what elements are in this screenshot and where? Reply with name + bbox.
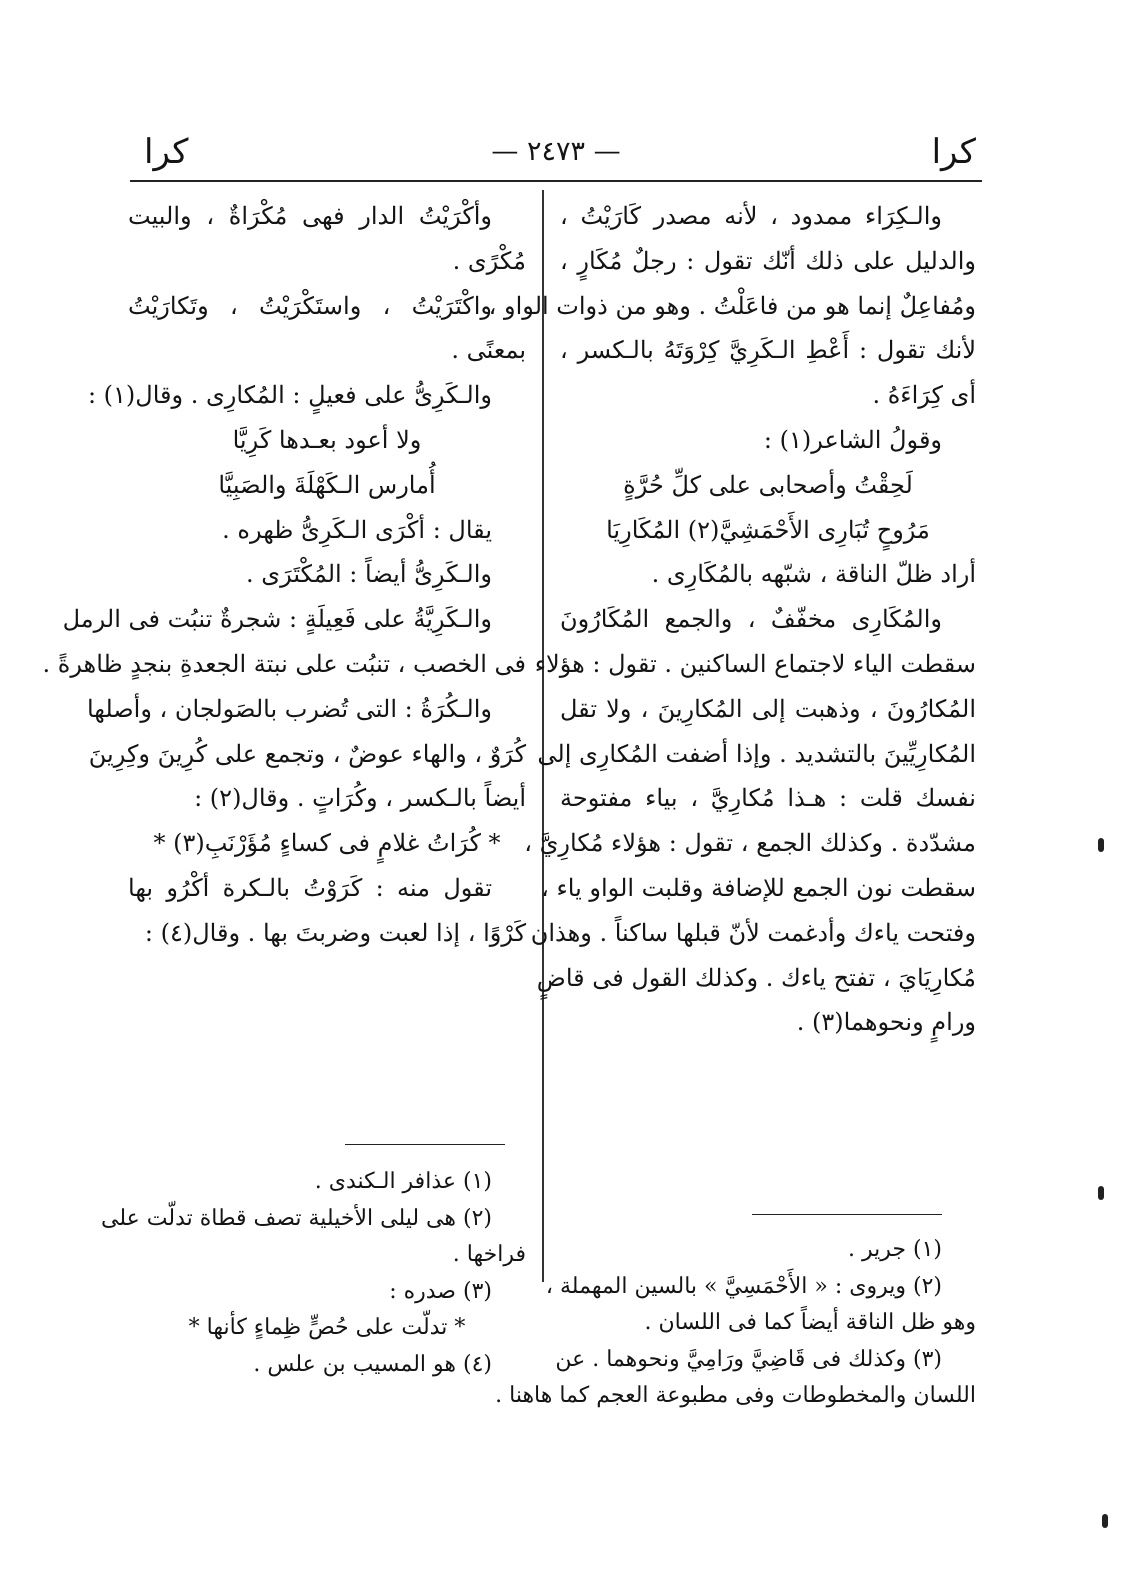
text-line: (٣) صدره :: [389, 1278, 492, 1304]
right-footnotes: [495, 1232, 976, 1415]
scan-mark: [1098, 1186, 1104, 1200]
text-line: * كُرَاتُ غلامٍ فى كساءٍ مُؤَرْنَبِ(٣) *: [153, 829, 501, 858]
text-line: (١) عذافر الـكندى .: [314, 1169, 492, 1194]
footnote-rule-right: [752, 1214, 942, 1215]
text-line: وقولُ الشاعر(١) :: [763, 425, 942, 454]
text-line: والـكَرِىُّ على فعيلٍ : المُكارِى . وقال(١) :: [87, 381, 492, 410]
text-line: مُكارِيَايَ ، تفتح ياءك . وكذلك القول فى قاضٍ: [536, 963, 976, 992]
text-line: (٤) هو المسيب بن علس .: [253, 1351, 492, 1377]
text-line: والـكُرَةُ : التى تُضرب بالصَولجان ، وأصلها: [86, 694, 492, 723]
scan-mark: [1102, 1514, 1108, 1528]
text-line: المُكارُونَ ، وذهبت إلى المُكارِينَ ، ولا تقل: [560, 694, 976, 723]
text-line: مَرُوحٍ تُبَارِى الأَحْمَشِيَّ(٢) المُكَارِيَا: [606, 515, 930, 544]
page-number: — ٢٤٧٣ —: [491, 136, 621, 167]
text-line: (٢) هى ليلى الأخيلية تصف قطاة تدلّت على: [101, 1205, 492, 1231]
text-line: نفسك قلت : هـذا مُكارِيَّ ، بياء مفتوحة: [560, 784, 976, 813]
text-line: اللسان والمخطوطات وفى مطبوعة العجم كما هاهنا .: [495, 1383, 976, 1409]
text-line: وأكْرَيْتُ الدار فهى مُكْرَاةٌ ، والبيت: [128, 202, 492, 230]
text-line: مشدّدة . وكذلك الجمع ، تقول : هؤلاء مُكارِيَّ ،: [524, 829, 976, 858]
text-line: ومُفاعِلٌ إنما هو من فاعَلْتُ . وهو من ذوات الواو ،: [488, 291, 976, 320]
text-line: (١) جرير .: [848, 1237, 942, 1262]
text-line: لأنك تقول : أَعْطِ الـكَرِيَّ كِرْوَتَهُ بالـكسر ،: [560, 336, 976, 365]
text-line: أُمارس الـكَهْلَةَ والصَبِيَّا: [218, 470, 436, 499]
text-line: يقال : أكْرَى الـكَرِىُّ ظهره .: [222, 515, 492, 544]
page-header: [130, 128, 982, 178]
running-head-left: كرا: [144, 132, 189, 172]
text-line: والمُكَارِى مخفّفٌ ، والجمع المُكَارُونَ: [560, 605, 942, 634]
text-line: أراد ظلّ الناقة ، شبّهه بالمُكَارِى .: [651, 560, 976, 589]
text-line: والـكِرَاء ممدود ، لأنه مصدر كَارَيْتُ ،: [560, 202, 942, 230]
footnote-rule-left: [345, 1144, 505, 1145]
text-line: لَحِقْتُ وأصحابى على كلِّ حُرَّةٍ: [623, 470, 913, 499]
text-line: تقول منه : كَرَوْتُ بالـكرة أكْرُو بها: [128, 873, 492, 902]
text-line: بمعنًى .: [451, 336, 526, 365]
text-line: فى الخصب ، تنبُت على نبتة الجعدةِ بنجدٍ ظاهرةً .: [42, 649, 526, 678]
running-head-right: كرا: [931, 132, 976, 172]
text-line: فراخها .: [452, 1242, 526, 1268]
text-line: سقطت الياء لاجتماع الساكنين . تقول : هؤلاء: [534, 649, 976, 678]
text-line: (٣) وكذلك فى قَاضِيَّ ورَامِيَّ ونحوهما . عن: [555, 1346, 942, 1372]
text-line: كَرْوًا ، إذا لعبت وضربتَ بها . وقال(٤) :: [144, 918, 526, 947]
left-column: [42, 194, 526, 956]
text-line: (٢) ويروى : « الأَحْمَسِيَّ » بالسين المهملة ،: [545, 1273, 942, 1299]
text-line: والـكَرِىُّ أيضاً : المُكْتَرَى .: [246, 560, 492, 589]
text-line: مُكْرًى .: [452, 246, 526, 275]
text-line: ورامٍ ونحوهما(٣) .: [796, 1008, 976, 1037]
scan-mark: [1098, 838, 1104, 852]
text-line: واكْتَرَيْتُ ، واستَكْرَيْتُ ، وتَكارَيْتُ: [128, 291, 492, 320]
text-line: ولا أعود بعـدها كَرِيَّا: [232, 425, 422, 454]
text-line: والدليل على ذلك أنّك تقول : رجلٌ مُكَارٍ ،: [560, 246, 976, 275]
text-line: كُرَوٌ ، والهاء عوضٌ ، وتجمع على كُرِينَ وكِرِينَ: [88, 739, 526, 768]
text-line: وهو ظل الناقة أيضاً كما فى اللسان .: [644, 1310, 976, 1336]
text-line: وفتحت ياءك وأدغمت لأنّ قبلها ساكناً . وهذان: [530, 918, 976, 947]
header-rule: [130, 180, 982, 182]
left-footnotes: [101, 1164, 526, 1384]
text-line: أى كِرَاءَهُ .: [872, 381, 976, 410]
text-line: والـكَرِيَّةُ على فَعِيلَةٍ : شجرةٌ تنبُت فى الرمل: [62, 605, 492, 634]
text-line: المُكارِيِّينَ بالتشديد . وإذا أضفت المُكارِى إلى: [537, 739, 976, 768]
text-line: أيضاً بالـكسر ، وكُرَاتٍ . وقال(٢) :: [194, 784, 526, 813]
text-line: * تدلّت على حُصٍّ ظِماءٍ كأنها *: [188, 1315, 466, 1341]
text-line: سقطت نون الجمع للإضافة وقلبت الواو ياء ،: [541, 873, 976, 902]
